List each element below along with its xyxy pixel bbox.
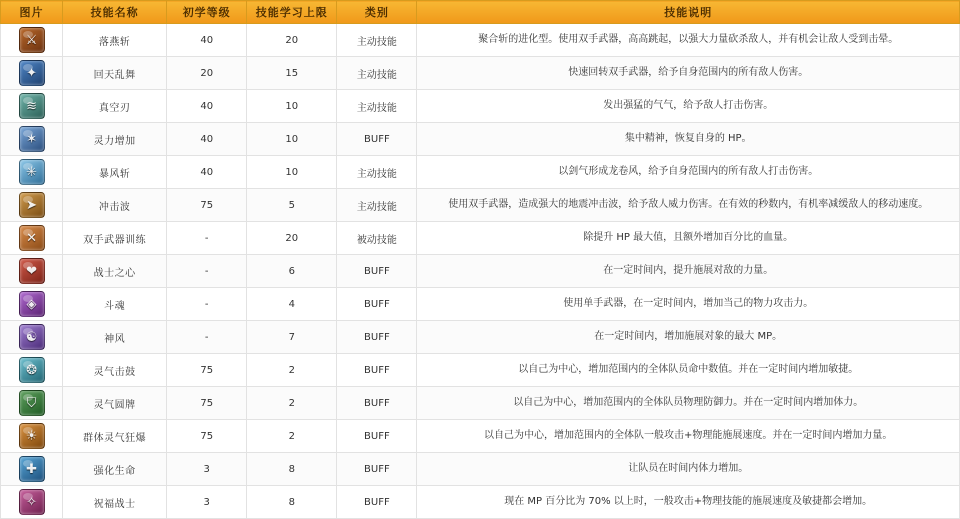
skill-icon-lingqidunpai: [19, 390, 45, 416]
table-row: [1, 321, 960, 354]
description-cell: 使用双手武器，造成强大的地震冲击波，给予敌人威力伤害。在有效的秒数内，有机率减缓敌人的移动速度。: [417, 189, 960, 222]
skill-icon-linglizengjia: [19, 126, 45, 152]
header-row: [1, 1, 960, 24]
skill-icon-cell: [1, 321, 63, 354]
required-level-cell: 20: [167, 57, 247, 90]
skill-name-cell: 斗魂: [63, 288, 167, 321]
skill-icon-cell: [1, 288, 63, 321]
skill-name-cell: 冲击波: [63, 189, 167, 222]
description-cell: 使用单手武器，在一定时间内，增加当己的物力攻击力。: [417, 288, 960, 321]
description-cell: 以自己为中心，增加范围内的全体队员物理防御力。并在一定时间内增加体力。: [417, 387, 960, 420]
skill-icon-zhufuzhanshi: [19, 489, 45, 515]
category-cell: BUFF: [337, 453, 417, 486]
required-level-cell: 75: [167, 387, 247, 420]
skill-name-cell: 战士之心: [63, 255, 167, 288]
description-cell: 以剑气形成龙卷风，给予自身范围内的所有敌人打击伤害。: [417, 156, 960, 189]
category-cell: BUFF: [337, 321, 417, 354]
column-header-skill-name: 技能名称: [63, 1, 167, 24]
skill-icon-shuangshouwuqixunlian: [19, 225, 45, 251]
skill-icon-cell: [1, 57, 63, 90]
category-cell: BUFF: [337, 420, 417, 453]
skill-icon-shenfeng: [19, 324, 45, 350]
skill-icon-qunti-lingqi-kuangbao: [19, 423, 45, 449]
description-cell: 让队员在时间内体力增加。: [417, 453, 960, 486]
max-level-cell: 2: [247, 354, 337, 387]
required-level-cell: -: [167, 255, 247, 288]
description-cell: 以自己为中心，增加范围内的全体队一般攻击+物理能施展速度。并在一定时间内增加力量。: [417, 420, 960, 453]
table-row: [1, 420, 960, 453]
skill-icon-glyph: ☯: [25, 329, 38, 345]
column-header-icon: 图片: [1, 1, 63, 24]
skill-icon-cell: [1, 255, 63, 288]
skill-name-cell: 落燕斩: [63, 24, 167, 57]
skill-icon-glyph: ❂: [26, 362, 37, 378]
required-level-cell: 40: [167, 90, 247, 123]
table-row: [1, 222, 960, 255]
skill-name-cell: 暴风斩: [63, 156, 167, 189]
table-row: [1, 24, 960, 57]
category-cell: BUFF: [337, 288, 417, 321]
required-level-cell: 40: [167, 24, 247, 57]
skill-icon-huitianluanwu: [19, 60, 45, 86]
table-row: [1, 156, 960, 189]
skill-icon-cell: [1, 354, 63, 387]
max-level-cell: 20: [247, 24, 337, 57]
required-level-cell: -: [167, 222, 247, 255]
required-level-cell: 75: [167, 354, 247, 387]
category-cell: 被动技能: [337, 222, 417, 255]
category-cell: BUFF: [337, 486, 417, 519]
max-level-cell: 20: [247, 222, 337, 255]
skill-icon-qianghuashengming: [19, 456, 45, 482]
table-row: [1, 288, 960, 321]
skill-icon-glyph: ⛉: [26, 395, 37, 411]
skill-icon-zhenkongren: [19, 93, 45, 119]
skill-icon-lingqijigu: [19, 357, 45, 383]
skill-icon-cell: [1, 123, 63, 156]
column-header-category: 类别: [337, 1, 417, 24]
category-cell: BUFF: [337, 255, 417, 288]
skill-icon-glyph: ⚔: [25, 32, 38, 48]
required-level-cell: 75: [167, 420, 247, 453]
category-cell: 主动技能: [337, 57, 417, 90]
skill-icon-cell: [1, 420, 63, 453]
required-level-cell: 40: [167, 156, 247, 189]
skill-name-cell: 神风: [63, 321, 167, 354]
table-row: [1, 354, 960, 387]
table-header: [1, 1, 960, 24]
table-row: [1, 57, 960, 90]
skill-icon-cell: [1, 453, 63, 486]
required-level-cell: 75: [167, 189, 247, 222]
required-level-cell: 40: [167, 123, 247, 156]
skill-icon-douhun: [19, 291, 45, 317]
skill-icon-cell: [1, 189, 63, 222]
column-header-description: 技能说明: [417, 1, 960, 24]
required-level-cell: 3: [167, 453, 247, 486]
skill-name-cell: 群体灵气狂爆: [63, 420, 167, 453]
skill-icon-cell: [1, 156, 63, 189]
skill-icon-glyph: ◈: [26, 296, 37, 312]
skill-name-cell: 回天乱舞: [63, 57, 167, 90]
description-cell: 集中精神，恢复自身的 HP。: [417, 123, 960, 156]
skill-icon-glyph: ✳: [26, 164, 37, 180]
max-level-cell: 2: [247, 387, 337, 420]
table-body: [1, 24, 960, 519]
max-level-cell: 8: [247, 453, 337, 486]
skill-name-cell: 祝福战士: [63, 486, 167, 519]
category-cell: 主动技能: [337, 24, 417, 57]
skill-name-cell: 强化生命: [63, 453, 167, 486]
max-level-cell: 8: [247, 486, 337, 519]
skill-name-cell: 真空刃: [63, 90, 167, 123]
table-row: [1, 90, 960, 123]
skill-icon-luoyanzhan: [19, 27, 45, 53]
description-cell: 以自己为中心，增加范围内的全体队员命中数值。并在一定时间内增加敏捷。: [417, 354, 960, 387]
required-level-cell: -: [167, 321, 247, 354]
max-level-cell: 10: [247, 123, 337, 156]
skill-icon-cell: [1, 387, 63, 420]
table-row: [1, 255, 960, 288]
skill-name-cell: 灵力增加: [63, 123, 167, 156]
max-level-cell: 6: [247, 255, 337, 288]
required-level-cell: -: [167, 288, 247, 321]
table-row: [1, 486, 960, 519]
skill-icon-chongjibo: [19, 192, 45, 218]
skill-icon-glyph: ✶: [26, 131, 37, 147]
skill-icon-glyph: ≋: [26, 98, 37, 114]
description-cell: 除提升 HP 最大值，且额外增加百分比的血量。: [417, 222, 960, 255]
max-level-cell: 2: [247, 420, 337, 453]
category-cell: 主动技能: [337, 156, 417, 189]
skill-name-cell: 双手武器训练: [63, 222, 167, 255]
description-cell: 现在 MP 百分比为 70% 以上时，一般攻击+物理技能的施展速度及敏捷都会增加。: [417, 486, 960, 519]
column-header-max-level: 技能学习上限: [247, 1, 337, 24]
category-cell: BUFF: [337, 387, 417, 420]
max-level-cell: 5: [247, 189, 337, 222]
max-level-cell: 15: [247, 57, 337, 90]
skill-icon-cell: [1, 222, 63, 255]
skill-icon-glyph: ✧: [26, 494, 37, 510]
skill-icon-zhanshizhixin: [19, 258, 45, 284]
category-cell: BUFF: [337, 354, 417, 387]
skill-icon-glyph: ✦: [26, 65, 37, 81]
skill-icon-baofengzhan: [19, 159, 45, 185]
max-level-cell: 10: [247, 90, 337, 123]
required-level-cell: 3: [167, 486, 247, 519]
description-cell: 快速回转双手武器，给予自身范围内的所有敌人伤害。: [417, 57, 960, 90]
skill-icon-cell: [1, 90, 63, 123]
skill-icon-cell: [1, 24, 63, 57]
skill-icon-glyph: ✚: [26, 461, 37, 477]
max-level-cell: 7: [247, 321, 337, 354]
description-cell: 聚合斩的进化型。使用双手武器，高高跳起，以强大力量砍杀敌人，并有机会让敌人受到击晕。: [417, 24, 960, 57]
description-cell: 在一定时间内，提升施展对敌的力量。: [417, 255, 960, 288]
category-cell: 主动技能: [337, 189, 417, 222]
table-row: [1, 387, 960, 420]
skill-icon-glyph: ❤: [26, 263, 37, 279]
description-cell: 发出强猛的气气，给予敌人打击伤害。: [417, 90, 960, 123]
table-row: [1, 453, 960, 486]
skill-icon-cell: [1, 486, 63, 519]
skill-name-cell: 灵气击鼓: [63, 354, 167, 387]
skill-icon-glyph: ➤: [26, 197, 37, 213]
table-row: [1, 123, 960, 156]
description-cell: 在一定时间内，增加施展对象的最大 MP。: [417, 321, 960, 354]
skill-name-cell: 灵气圆牌: [63, 387, 167, 420]
skill-icon-glyph: ✕: [26, 230, 37, 246]
category-cell: BUFF: [337, 123, 417, 156]
skill-icon-glyph: ☀: [25, 428, 38, 444]
column-header-required-level: 初学等级: [167, 1, 247, 24]
max-level-cell: 10: [247, 156, 337, 189]
category-cell: 主动技能: [337, 90, 417, 123]
max-level-cell: 4: [247, 288, 337, 321]
table-row: [1, 189, 960, 222]
